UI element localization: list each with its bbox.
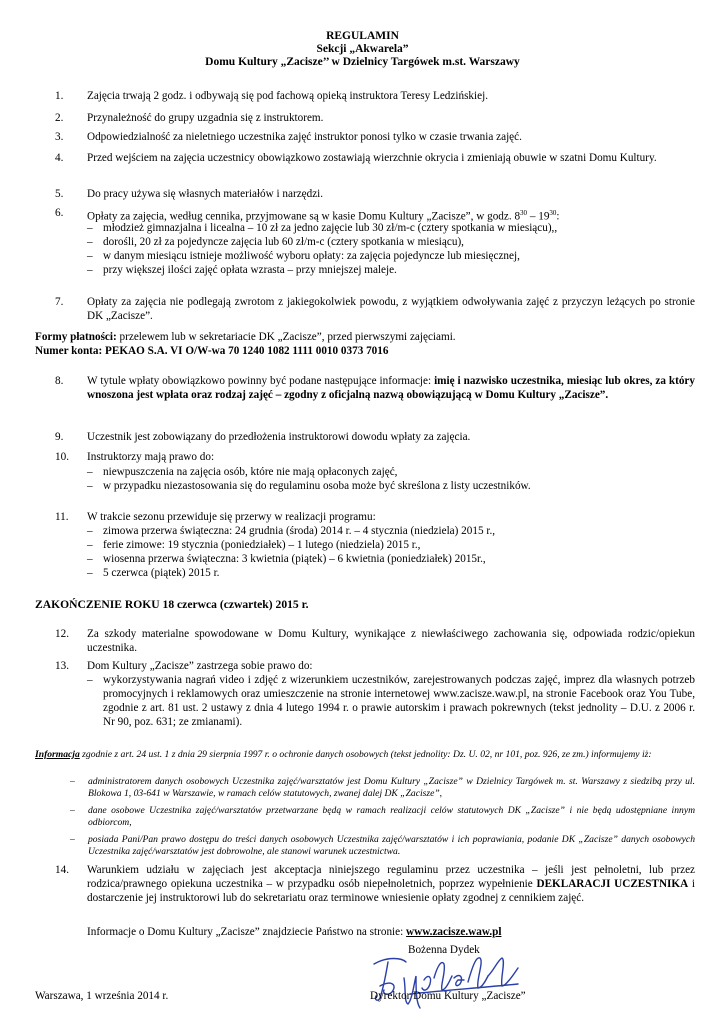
fee-sublist	[55, 221, 695, 277]
list-item	[55, 863, 695, 905]
info-label: Informacja	[35, 749, 80, 760]
item-text: Opłaty za zajęcia nie podlegają zwrotom z jakiegokolwiek powodu, z wyjątkiem odwoływania zajęć z przyczyn leżących po stronie DK „Zacisze”.	[87, 296, 695, 322]
end-of-year-heading: ZAKOŃCZENIE ROKU 18 czerwca (czwartek) 2015 r.	[35, 598, 309, 611]
item-text: Opłaty za zajęcia, według cennika, przyjmowane są w kasie Domu Kultury „Zacisze”, w godz. $8^{30} - 19^{30}$:	[87, 209, 560, 223]
item-text: Warunkiem udziału w zajęciach jest akceptacja niniejszego regulaminu przez uczestnika – jeśli jest pełnoletni, lub przez rodzica/prawnego opiekuna uczestnika – w przypadku osób niepełnoletnich, poprzez wypełnienie DEKLARACJI UCZESTNIKA i dostarczenie jej instruktorowi lub do sekretariatu oraz terminowe wniesienie opłaty zgodnej z cennikiem zajęć.	[87, 864, 696, 904]
item-number: 9.	[55, 431, 64, 443]
list-item	[55, 627, 695, 655]
time-superscript: 30	[520, 209, 528, 217]
item-text: Instruktorzy mają prawo do:	[87, 451, 215, 463]
item-number: 2.	[55, 112, 64, 124]
sub-item: – młodzież gimnazjalna i licealna – 10 zł za jedno zajęcie lub 30 zł/m-c (cztery spotkania w miesiącu),,	[87, 222, 558, 234]
signer-role: Dyrektor Domu Kultury „Zacisze”	[370, 990, 526, 1002]
item-text: Przed wejściem na zajęcia uczestnicy obowiązkowo zostawiają wierzchnie okrycia i zmieniają obuwie w szatni Domu Kultury.	[87, 152, 657, 164]
item-number: 3.	[55, 131, 64, 143]
item-text: Dom Kultury „Zacisze” zastrzega sobie prawo do:	[87, 660, 313, 672]
document-title	[0, 30, 725, 69]
item-number: 6.	[55, 207, 64, 219]
sub-item: – ferie zimowe: 19 stycznia (poniedziałek) – 1 lutego (niedziela) 2015 r.,	[87, 539, 421, 551]
payment-label: Formy płatności:	[35, 331, 117, 343]
place-and-date: Warszawa, 1 września 2014 r.	[35, 990, 169, 1002]
sub-item: – 5 czerwca (piątek) 2015 r.	[87, 567, 220, 579]
sub-item: – administratorem danych osobowych Uczestnika zajęć/warsztatów jest Domu Kultury „Zacisze” w Dzielnicy Targówek m. st. Warszawy z siedzibą przy ul. Blokowa 1, 03-641 w Warszawie, w ramach celów statutowych, zwanej dalej DK „Zacisze”,	[70, 776, 695, 799]
sub-item: – w danym miesiącu istnieje możliwość wyboru opłaty: za zajęcia pojedyncze lub miesięcznej,	[87, 250, 520, 262]
section-name: Sekcji „Akwarela”	[316, 43, 409, 55]
item-number: 7.	[55, 296, 64, 308]
item-number: 11.	[55, 511, 69, 523]
item-text: Odpowiedzialność za nieletniego uczestnika zajęć instruktor ponosi tylko w czasie trwania zajęć.	[87, 131, 522, 143]
item-number: 10.	[55, 451, 69, 463]
sub-item: – wiosenna przerwa świąteczna: 3 kwietnia (piątek) – 6 kwietnia (poniedziałek) 2015r.,	[87, 553, 486, 565]
list-item	[55, 450, 695, 464]
list-item	[55, 187, 695, 201]
website-link[interactable]: www.zacisze.waw.pl	[406, 926, 502, 938]
list-item	[55, 510, 695, 524]
item-number: 5.	[55, 188, 64, 200]
item-text: Przynależność do grupy uzgadnia się z instruktorem.	[87, 112, 324, 124]
payment-info: Formy płatności: przelewem lub w sekretariacie DK „Zacisze”, przed pierwszymi zajęciami. Numer konta: PEKAO S.A. VI O/W-wa 70 1240 1082 1111 0010 0373 7016	[35, 330, 705, 358]
item-text: Zajęcia trwają 2 godz. i odbywają się pod fachową opieką instruktora Teresy Ledzińskiej.	[87, 90, 488, 102]
rights-sublist	[55, 465, 695, 493]
website-info: Informacje o Domu Kultury „Zacisze” znajdziecie Państwo na stronie: www.zacisze.waw.pl	[87, 926, 502, 938]
item-number: 12.	[55, 628, 69, 640]
list-item	[55, 151, 695, 165]
list-item	[55, 659, 695, 673]
item-text: Do pracy używa się własnych materiałów i narzędzi.	[87, 188, 324, 200]
institution-name: Domu Kultury „Zacisze’’ w Dzielnicy Targówek m.st. Warszawy	[205, 56, 520, 68]
item-text: W trakcie sezonu przewiduje się przerwy w realizacji programu:	[87, 511, 376, 523]
signer-name: Bożenna Dydek	[408, 944, 480, 956]
item-text: Uczestnik jest zobowiązany do przedłożenia instruktorowi dowodu wpłaty za zajęcia.	[87, 431, 471, 443]
data-protection-info: Informacja zgodnie z art. 24 ust. 1 z dnia 29 sierpnia 1997 r. o ochronie danych osobowych (tekst jednolity: Dz. U. 02, nr 101, poz. 926, ze zm.) informujemy iż:	[35, 749, 652, 760]
item-number: 8.	[55, 375, 64, 387]
list-item	[55, 430, 695, 444]
bank-account: Numer konta: PEKAO S.A. VI O/W-wa 70 1240 1082 1111 0010 0373 7016	[35, 345, 389, 357]
sub-item: – w przypadku niezastosowania się do regulaminu osoba może być skreślona z listy uczestników.	[87, 480, 531, 492]
list-item	[55, 111, 695, 125]
info-sublist	[35, 776, 695, 857]
sub-item: – dorośli, 20 zł za pojedyncze zajęcia lub 60 zł/m-c (cztery spotkania w miesiącu),	[87, 236, 464, 248]
sub-item: – zimowa przerwa świąteczna: 24 grudnia (środa) 2014 r. – 4 stycznia (niedziela) 2015 r.,	[87, 525, 496, 537]
item-text: Za szkody materialne spowodowane w Domu Kultury, wynikające z niewłaściwego zachowania się, odpowiada rodzic/opiekun uczestnika.	[87, 628, 695, 654]
rights-sublist	[55, 673, 695, 729]
sub-item: – posiada Pani/Pan prawo dostępu do treści danych osobowych Uczestnika zajęć/warsztatów i ich poprawiania, podanie DK „Zacisze” danych osobowych Uczestnika zajęć/warsztatów jest dobrowolne, ale stanowi warunek uczestnictwa.	[70, 834, 695, 857]
time-superscript: 30	[549, 209, 557, 217]
sub-item: – dane osobowe Uczestnika zajęć/warsztatów przetwarzane będą w ramach realizacji celów statutowych DK „Zacisze” i nie będą udostępniane innym odbiorcom,	[70, 805, 695, 828]
list-item	[55, 130, 695, 144]
item-text: W tytule wpłaty obowiązkowo powinny być podane następujące informacje: imię i nazwisko uczestnika, miesiąc lub okres, za który wnoszona jest wpłata oraz rodzaj zajęć – zgodny z oficjalną nazwą obowiązującą w Domu Kultury „Zacisze”.	[87, 375, 695, 401]
list-item	[55, 295, 695, 323]
sub-item: – wykorzystywania nagrań video i zdjęć z wizerunkiem uczestników, zarejestrowanych podczas zajęć, imprez dla własnych potrzeb promocyjnych i reklamowych oraz umieszczenie na stronie internetowej www.zacisze.waw.pl, na stronie Facebook oraz You Tube, zgodnie z art. 81 ust. 2 ustawy z dnia 4 lutego 1994 r. o prawie autorskim i prawach pokrewnych (tekst jednolity – D.U. z 2006 r. Nr 90, poz. 631; ze zmianami).	[87, 674, 695, 728]
list-item	[55, 374, 695, 402]
item-number: 4.	[55, 152, 64, 164]
sub-item: – niewpuszczenia na zajęcia osób, które nie mają opłaconych zajęć,	[87, 466, 398, 478]
list-item	[55, 89, 695, 103]
item-number: 14.	[55, 864, 69, 876]
title-regulamin: REGULAMIN	[326, 30, 399, 42]
item-number: 1.	[55, 90, 64, 102]
breaks-sublist	[55, 524, 695, 580]
sub-item: – przy większej ilości zajęć opłata wzrasta – przy mniejszej maleje.	[87, 264, 397, 276]
item-number: 13.	[55, 660, 69, 672]
